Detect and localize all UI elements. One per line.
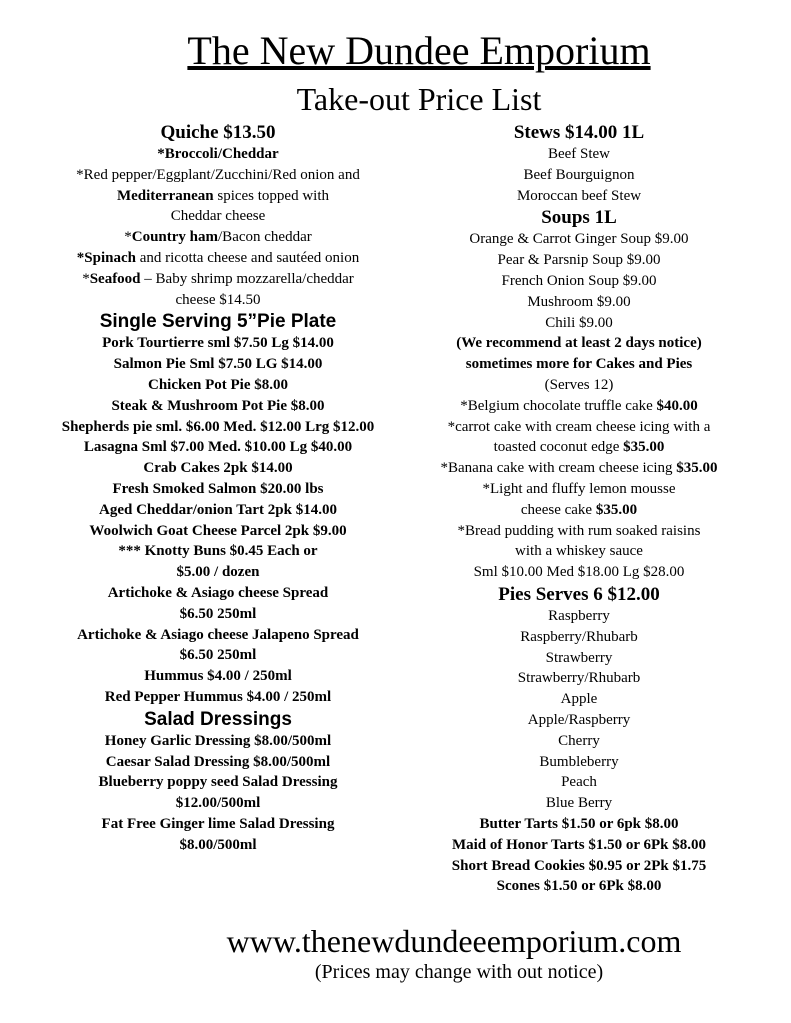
soup-item: Pear & Parsnip Soup $9.00 bbox=[497, 252, 661, 269]
pie-item: Peach bbox=[561, 774, 597, 791]
single-serving-item: Crab Cakes 2pk $14.00 bbox=[143, 460, 293, 477]
quiche-text: * bbox=[82, 270, 90, 287]
quiche-item: cheese $14.50 bbox=[175, 291, 261, 308]
quiche-item: *Broccoli/Cheddar bbox=[157, 146, 279, 162]
single-serving-item: Artichoke & Asiago cheese Spread bbox=[107, 584, 329, 601]
quiche-item bbox=[10, 186, 426, 207]
salad-dressing-item: Honey Garlic Dressing $8.00/500ml bbox=[104, 732, 332, 749]
single-serving-item: Red Pepper Hummus $4.00 / 250ml bbox=[104, 688, 332, 705]
single-serving-item: Steak & Mushroom Pot Pie $8.00 bbox=[111, 397, 325, 414]
single-serving-item: Salmon Pie Sml $7.50 LG $14.00 bbox=[113, 356, 323, 373]
pie-item: Butter Tarts $1.50 or 6pk $8.00 bbox=[479, 815, 679, 832]
quiche-text: * bbox=[124, 229, 132, 246]
quiche-item bbox=[10, 269, 426, 290]
salad-dressing-item: $12.00/500ml bbox=[175, 795, 261, 812]
quiche-item: Cheddar cheese bbox=[170, 208, 266, 225]
cake-item: with a whiskey sauce bbox=[515, 543, 643, 560]
salad-dressings-heading: Salad Dressings bbox=[144, 708, 292, 730]
stew-item: Beef Bourguignon bbox=[523, 166, 635, 183]
cake-item: *Bread pudding with rum soaked raisins bbox=[457, 522, 701, 539]
pie-item: Cherry bbox=[558, 732, 600, 749]
cake-price: $40.00 bbox=[656, 397, 698, 414]
left-column bbox=[10, 121, 426, 856]
quiche-emphasis: Seafood bbox=[89, 270, 141, 287]
page-subtitle: Take-out Price List bbox=[296, 81, 542, 117]
quiche-emphasis: Country ham bbox=[131, 229, 219, 246]
single-serving-heading: Single Serving 5”Pie Plate bbox=[99, 311, 337, 333]
stew-item: Moroccan beef Stew bbox=[516, 187, 642, 204]
single-serving-item: Hummus $4.00 / 250ml bbox=[144, 668, 292, 685]
pie-item: Blue Berry bbox=[545, 795, 613, 812]
cake-price: $35.00 bbox=[676, 460, 718, 477]
single-serving-item: Woolwich Goat Cheese Parcel 2pk $9.00 bbox=[89, 522, 347, 539]
cake-price: $35.00 bbox=[595, 501, 638, 518]
cakes-notice: sometimes more for Cakes and Pies bbox=[465, 356, 693, 373]
cake-price: $35.00 bbox=[623, 439, 665, 456]
pie-item: Strawberry bbox=[545, 649, 613, 666]
salad-dressing-item: Fat Free Ginger lime Salad Dressing bbox=[101, 815, 335, 832]
cake-text: toasted coconut edge bbox=[493, 439, 624, 456]
pie-item: Maid of Honor Tarts $1.50 or 6Pk $8.00 bbox=[451, 836, 707, 853]
single-serving-item: Lasagna Sml $7.00 Med. $10.00 Lg $40.00 bbox=[83, 439, 353, 456]
single-serving-item: Aged Cheddar/onion Tart 2pk $14.00 bbox=[99, 501, 337, 518]
page-title: The New Dundee Emporium bbox=[187, 28, 651, 73]
cakes-notice: (We recommend at least 2 days notice) bbox=[456, 335, 702, 352]
single-serving-item: *** Knotty Buns $0.45 Each or bbox=[118, 543, 318, 560]
single-serving-item: $5.00 / dozen bbox=[176, 564, 260, 581]
quiche-item bbox=[10, 248, 426, 269]
soup-item: Mushroom $9.00 bbox=[527, 293, 631, 310]
website-url: www.thenewdundeeemporium.com bbox=[226, 923, 682, 959]
stews-heading: Stews $14.00 1L bbox=[513, 122, 645, 143]
pie-item: Apple bbox=[560, 691, 598, 708]
cake-item: *carrot cake with cream cheese icing with a bbox=[447, 418, 711, 435]
salad-dressing-item: $8.00/500ml bbox=[179, 836, 257, 853]
quiche-text: spices topped with bbox=[213, 187, 330, 204]
single-serving-item: Shepherds pie sml. $6.00 Med. $12.00 Lrg $12.00 bbox=[61, 418, 375, 435]
single-serving-item: Pork Tourtierre sml $7.50 Lg $14.00 bbox=[102, 335, 334, 352]
price-notice: (Prices may change with out notice) bbox=[314, 961, 604, 983]
single-serving-item: $6.50 250ml bbox=[179, 647, 257, 664]
soup-item: French Onion Soup $9.00 bbox=[501, 272, 657, 289]
stew-item: Beef Stew bbox=[547, 146, 611, 162]
pie-item: Raspberry bbox=[548, 607, 610, 624]
cake-text: *Banana cake with cream cheese icing bbox=[440, 460, 677, 477]
salad-dressing-item: Blueberry poppy seed Salad Dressing bbox=[98, 774, 338, 791]
quiche-heading: Quiche $13.50 bbox=[160, 122, 276, 143]
pie-item: Bumbleberry bbox=[539, 753, 619, 770]
salad-dressing-item: Caesar Salad Dressing $8.00/500ml bbox=[105, 753, 331, 770]
single-serving-item: Chicken Pot Pie $8.00 bbox=[148, 376, 288, 393]
soups-heading: Soups 1L bbox=[541, 207, 617, 229]
soup-item: Chili $9.00 bbox=[545, 314, 613, 331]
cake-item bbox=[398, 500, 760, 521]
cake-item bbox=[398, 396, 760, 417]
pie-item: Apple/Raspberry bbox=[527, 711, 631, 728]
single-serving-item: $6.50 250ml bbox=[179, 605, 257, 622]
quiche-text: – Baby shrimp mozzarella/cheddar bbox=[140, 270, 354, 287]
soup-item: Orange & Carrot Ginger Soup $9.00 bbox=[469, 231, 689, 248]
cake-item bbox=[398, 458, 760, 479]
quiche-emphasis: *Spinach bbox=[76, 249, 136, 266]
single-serving-item: Fresh Smoked Salmon $20.00 lbs bbox=[112, 480, 324, 497]
cake-item bbox=[398, 437, 760, 458]
quiche-item: *Red pepper/Eggplant/Zucchini/Red onion and bbox=[76, 166, 360, 183]
quiche-emphasis: Mediterranean bbox=[116, 187, 214, 204]
right-column bbox=[398, 121, 760, 897]
quiche-text: /Bacon cheddar bbox=[218, 229, 312, 246]
quiche-text: and ricotta cheese and sautéed onion bbox=[135, 249, 360, 266]
pie-item: Short Bread Cookies $0.95 or 2Pk $1.75 bbox=[451, 857, 707, 874]
cake-text: cheese cake bbox=[520, 501, 596, 518]
single-serving-item: Artichoke & Asiago cheese Jalapeno Spread bbox=[77, 626, 359, 643]
cakes-serves: (Serves 12) bbox=[544, 376, 614, 393]
cake-text: *Belgium chocolate truffle cake bbox=[460, 397, 657, 414]
pie-item: Scones $1.50 or 6Pk $8.00 bbox=[496, 878, 662, 895]
cake-item: Sml $10.00 Med $18.00 Lg $28.00 bbox=[473, 564, 685, 581]
pies-heading: Pies Serves 6 $12.00 bbox=[498, 583, 660, 605]
pie-item: Strawberry/Rhubarb bbox=[517, 670, 641, 687]
pie-item: Raspberry/Rhubarb bbox=[520, 628, 638, 645]
cake-item: *Light and fluffy lemon mousse bbox=[482, 480, 676, 497]
quiche-item bbox=[10, 227, 426, 248]
